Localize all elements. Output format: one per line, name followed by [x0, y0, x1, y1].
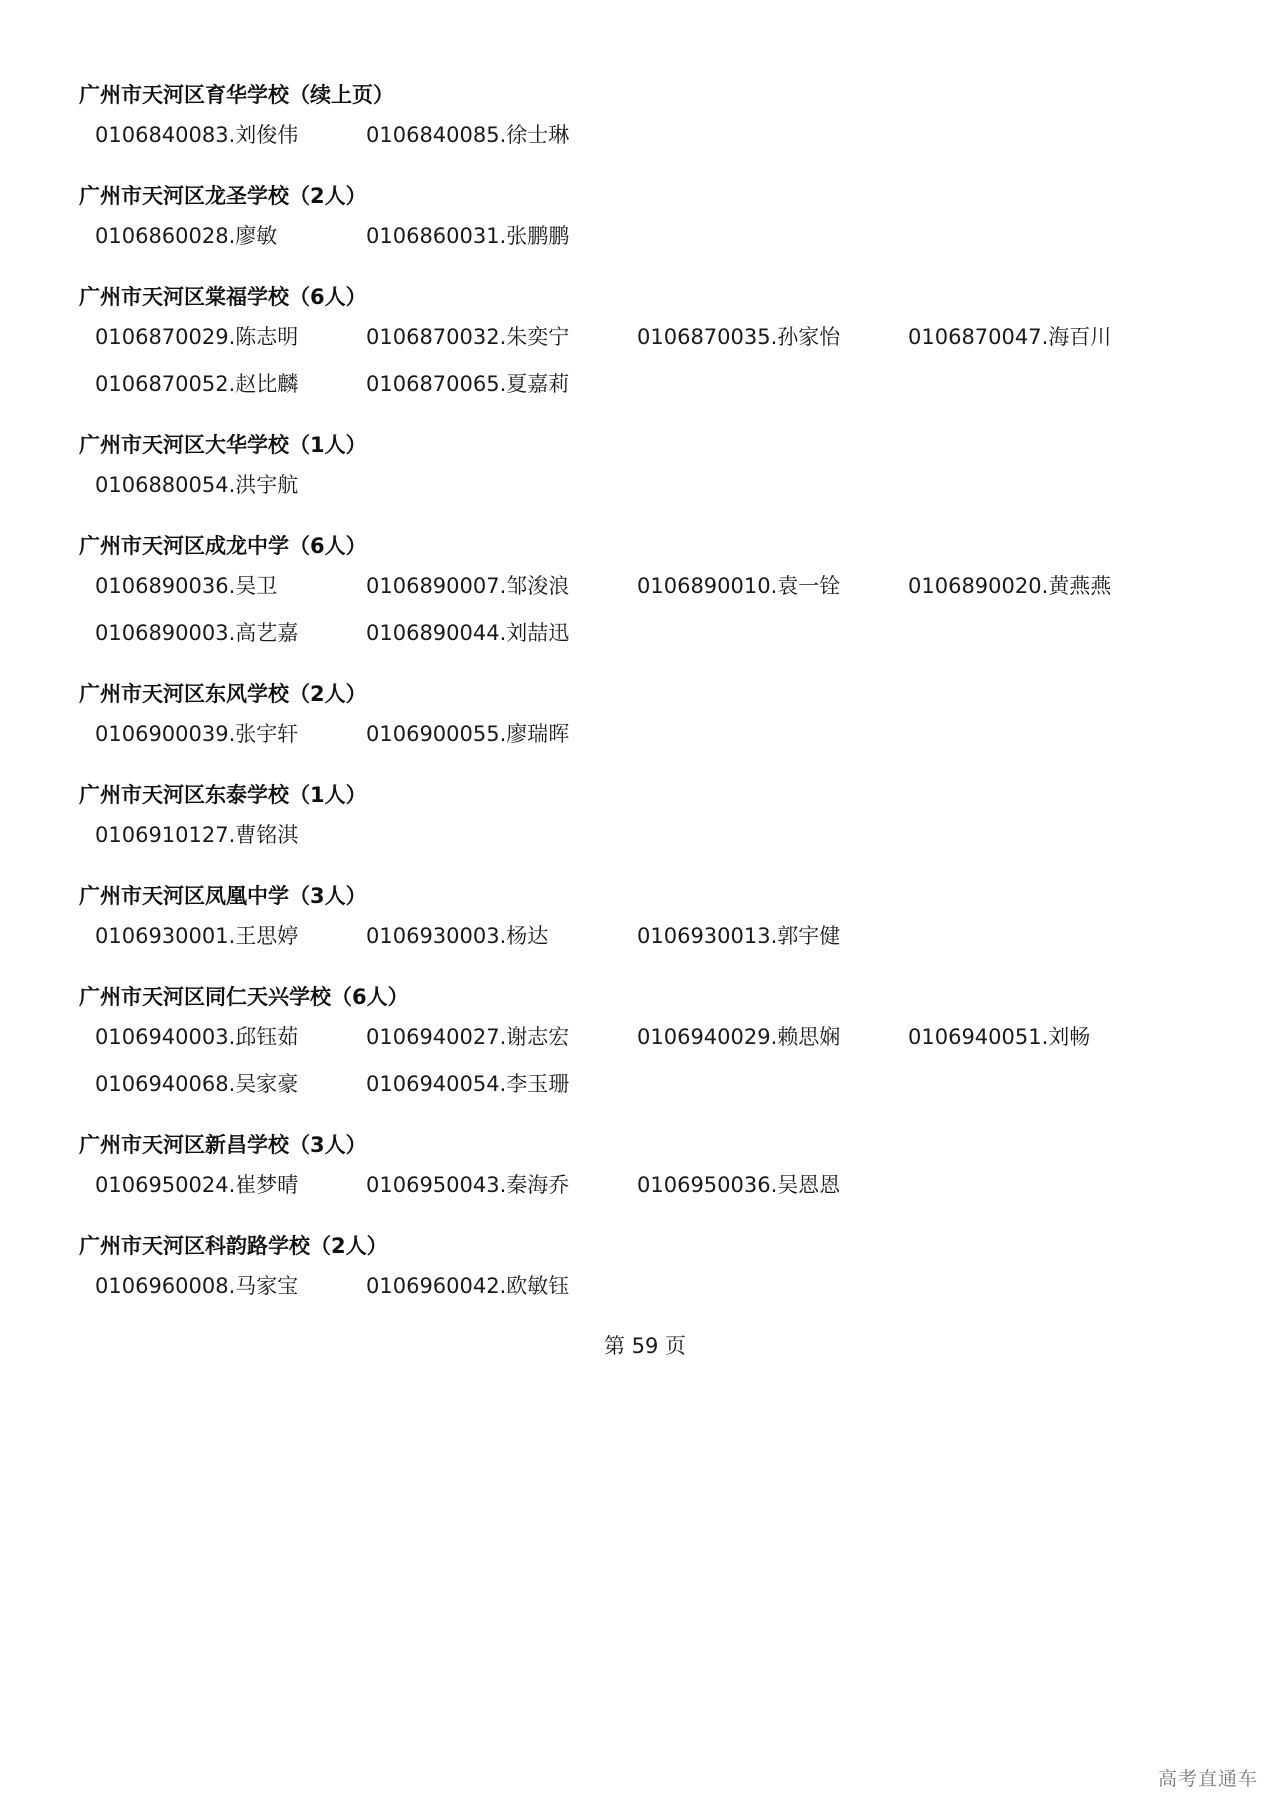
school-title: 广州市天河区大华学校（1人）	[79, 433, 367, 457]
student-entry: 0106950043.秦海乔	[366, 1173, 570, 1197]
student-entry: 0106900055.廖瑞晖	[366, 722, 570, 746]
student-entry: 0106940029.赖思娴	[637, 1025, 841, 1049]
student-row	[79, 361, 1209, 408]
student-entry: 0106960008.马家宝	[95, 1274, 299, 1298]
school-title: 广州市天河区成龙中学（6人）	[79, 534, 367, 558]
student-row	[79, 711, 1209, 758]
student-row	[79, 314, 1209, 361]
student-entry: 0106870029.陈志明	[95, 325, 299, 349]
student-entry: 0106890020.黄燕燕	[908, 574, 1112, 598]
student-entry: 0106890003.高艺嘉	[95, 621, 299, 645]
student-entry: 0106870035.孙家怡	[637, 325, 841, 349]
student-row	[79, 462, 1209, 509]
school-section	[79, 529, 1209, 657]
student-entry: 0106880054.洪宇航	[95, 473, 299, 497]
school-title: 广州市天河区东风学校（2人）	[79, 682, 367, 706]
student-entry: 0106930001.王思婷	[95, 924, 299, 948]
student-entry: 0106860028.廖敏	[95, 224, 278, 248]
student-row	[79, 112, 1209, 159]
student-entry: 0106940054.李玉珊	[366, 1072, 570, 1096]
school-section	[79, 980, 1209, 1108]
student-entry: 0106940003.邱钰茹	[95, 1025, 299, 1049]
student-entry: 0106940068.吴家豪	[95, 1072, 299, 1096]
school-title: 广州市天河区凤凰中学（3人）	[79, 884, 367, 908]
student-entry: 0106840085.徐士琳	[366, 123, 570, 147]
school-section	[79, 280, 1209, 408]
student-entry: 0106950036.吴恩恩	[637, 1173, 841, 1197]
school-title: 广州市天河区龙圣学校（2人）	[79, 184, 367, 208]
student-entry: 0106840083.刘俊伟	[95, 123, 299, 147]
school-section	[79, 677, 1209, 758]
school-title: 广州市天河区棠福学校（6人）	[79, 285, 367, 309]
student-entry: 0106870032.朱奕宁	[366, 325, 570, 349]
student-entry: 0106930003.杨达	[366, 924, 549, 948]
school-section	[79, 879, 1209, 960]
school-title: 广州市天河区新昌学校（3人）	[79, 1133, 367, 1157]
student-row	[79, 563, 1209, 610]
student-row	[79, 1014, 1209, 1061]
student-entry: 0106930013.郭宇健	[637, 924, 841, 948]
student-entry: 0106960042.欧敏钰	[366, 1274, 570, 1298]
student-entry: 0106870047.海百川	[908, 325, 1112, 349]
student-row	[79, 610, 1209, 657]
school-section	[79, 78, 1209, 159]
student-row	[79, 812, 1209, 859]
school-section	[79, 1128, 1209, 1209]
student-entry: 0106860031.张鹏鹏	[366, 224, 570, 248]
school-title: 广州市天河区东泰学校（1人）	[79, 783, 367, 807]
student-row	[79, 1263, 1209, 1310]
student-row	[79, 913, 1209, 960]
student-row	[79, 1162, 1209, 1209]
page-number: 第 59 页	[603, 1334, 687, 1358]
student-entry: 0106870052.赵比麟	[95, 372, 299, 396]
student-row	[79, 213, 1209, 260]
school-title: 广州市天河区同仁天兴学校（6人）	[79, 985, 409, 1009]
student-entry: 0106890007.邹浚浪	[366, 574, 570, 598]
student-entry: 0106890010.袁一铨	[637, 574, 841, 598]
student-entry: 0106890044.刘喆迅	[366, 621, 570, 645]
document-body	[79, 78, 1209, 1330]
school-section	[79, 428, 1209, 509]
school-section	[79, 1229, 1209, 1310]
student-entry: 0106950024.崔梦晴	[95, 1173, 299, 1197]
student-entry: 0106940051.刘畅	[908, 1025, 1091, 1049]
student-entry: 0106940027.谢志宏	[366, 1025, 570, 1049]
student-row	[79, 1061, 1209, 1108]
student-entry: 0106870065.夏嘉莉	[366, 372, 570, 396]
school-title: 广州市天河区科韵路学校（2人）	[79, 1234, 388, 1258]
school-section	[79, 778, 1209, 859]
school-section	[79, 179, 1209, 260]
student-entry: 0106900039.张宇轩	[95, 722, 299, 746]
student-entry: 0106890036.吴卫	[95, 574, 278, 598]
student-entry: 0106910127.曹铭淇	[95, 823, 299, 847]
school-title: 广州市天河区育华学校（续上页）	[79, 83, 394, 107]
watermark-text: 高考直通车	[1157, 1768, 1258, 1790]
